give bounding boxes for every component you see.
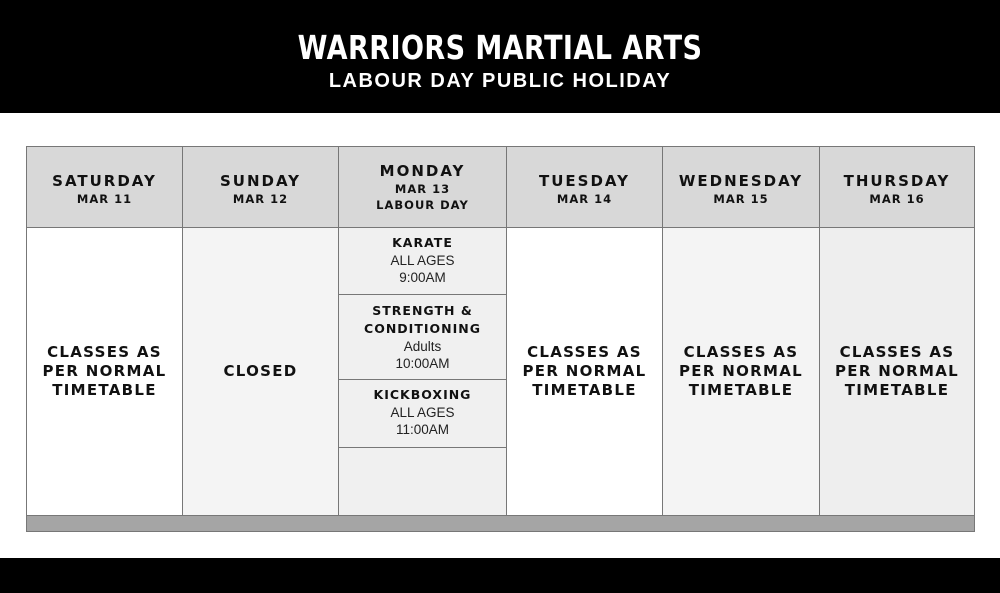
class-group: ALL AGES bbox=[390, 253, 455, 268]
column-wednesday bbox=[663, 147, 820, 515]
class-group: Adults bbox=[403, 339, 442, 354]
day-date: MAR 16 bbox=[869, 192, 925, 206]
day-name: SUNDAY bbox=[219, 172, 302, 190]
page-subtitle: LABOUR DAY PUBLIC HOLIDAY bbox=[328, 70, 672, 92]
class-time: 9:00AM bbox=[399, 270, 446, 285]
column-saturday bbox=[27, 147, 183, 515]
day-date: MAR 13 bbox=[394, 182, 451, 196]
column-thursday bbox=[820, 147, 974, 515]
day-status: CLASSES AS PER NORMAL TIMETABLE bbox=[42, 343, 167, 399]
column-sunday bbox=[183, 147, 339, 515]
day-header bbox=[507, 147, 662, 228]
day-header bbox=[663, 147, 819, 228]
class-slot bbox=[339, 295, 506, 380]
day-body bbox=[820, 228, 974, 515]
day-name: THURSDAY bbox=[843, 172, 951, 190]
day-body bbox=[27, 228, 182, 515]
day-date: MAR 14 bbox=[556, 192, 613, 206]
day-header bbox=[27, 147, 182, 228]
day-name: WEDNESDAY bbox=[678, 172, 804, 190]
class-name: KARATE bbox=[392, 235, 453, 250]
day-header bbox=[183, 147, 338, 228]
day-body bbox=[507, 228, 662, 515]
day-header bbox=[820, 147, 974, 228]
day-name: MONDAY bbox=[379, 162, 466, 180]
day-date: MAR 15 bbox=[713, 192, 769, 206]
day-date: MAR 12 bbox=[232, 192, 289, 206]
table-footer-strip bbox=[27, 515, 974, 531]
page-title: WARRIORS MARTIAL ARTS bbox=[297, 28, 703, 67]
day-body bbox=[339, 228, 506, 515]
footer-bar bbox=[0, 558, 1000, 593]
holiday-note: LABOUR DAY bbox=[376, 198, 469, 212]
class-name: STRENGTH & CONDITIONING bbox=[364, 303, 481, 336]
day-name: SATURDAY bbox=[52, 172, 157, 190]
class-time: 11:00AM bbox=[395, 422, 450, 437]
class-slot bbox=[339, 228, 506, 295]
day-status: CLOSED bbox=[223, 362, 298, 380]
column-monday bbox=[339, 147, 507, 515]
day-body bbox=[183, 228, 338, 515]
column-tuesday bbox=[507, 147, 663, 515]
class-slot bbox=[339, 380, 506, 448]
class-name: KICKBOXING bbox=[373, 387, 472, 402]
day-date: MAR 11 bbox=[76, 192, 133, 206]
day-header bbox=[339, 147, 506, 228]
schedule-table bbox=[26, 146, 975, 532]
class-group: ALL AGES bbox=[390, 405, 455, 420]
day-body bbox=[663, 228, 819, 515]
day-name: TUESDAY bbox=[539, 172, 630, 190]
day-status: CLASSES AS PER NORMAL TIMETABLE bbox=[835, 343, 959, 399]
header-banner bbox=[0, 0, 1000, 113]
class-time: 10:00AM bbox=[395, 356, 450, 371]
day-status: CLASSES AS PER NORMAL TIMETABLE bbox=[679, 343, 803, 399]
day-status: CLASSES AS PER NORMAL TIMETABLE bbox=[522, 343, 647, 399]
